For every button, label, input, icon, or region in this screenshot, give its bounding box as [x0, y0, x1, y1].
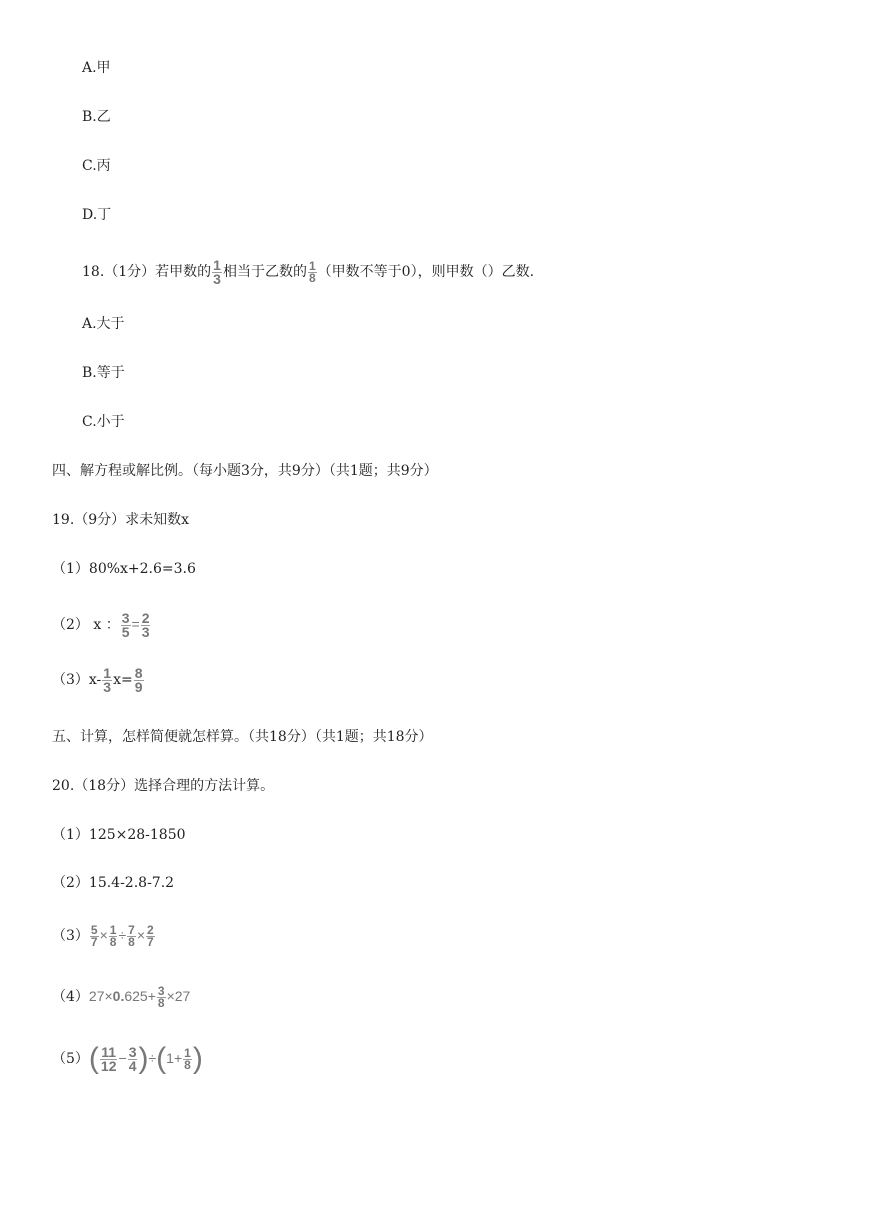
numerator: 2: [141, 609, 150, 626]
option-c: C.丙: [82, 158, 111, 174]
denominator: 7: [90, 934, 98, 949]
right-paren: ): [192, 1042, 203, 1075]
fraction: [134, 664, 144, 695]
multiply-sign: ×: [136, 927, 146, 943]
numerator: 1: [184, 1045, 191, 1060]
multiply-sign: ×: [99, 927, 108, 943]
q20-p4-bold: 0.: [112, 988, 125, 1004]
left-paren: (: [88, 1042, 99, 1075]
denominator: 8: [157, 995, 165, 1010]
q20-part-2: （2）15.4-2.8-7.2: [52, 875, 175, 891]
q18-suffix: （甲数不等于0），则甲数（）乙数.: [317, 264, 535, 280]
fraction: [121, 609, 131, 640]
q18-option-c: C.小于: [82, 414, 125, 430]
q20-p5-label: （5）: [52, 1051, 89, 1067]
one: 1: [166, 1050, 174, 1066]
q19-part-3: [52, 662, 145, 698]
fraction: [308, 258, 317, 285]
fraction: [102, 664, 112, 695]
option-b: B.乙: [82, 109, 111, 125]
section-4-heading: 四、解方程或解比例。（每小题3分，共9分）（共1题；共9分）: [52, 463, 438, 479]
numerator: 3: [121, 609, 130, 626]
option-a: A.甲: [82, 60, 111, 76]
divide-sign: ÷: [148, 1050, 157, 1066]
denominator: 12: [100, 1057, 117, 1074]
denominator: 7: [147, 934, 154, 949]
q20-part-5: [52, 1038, 203, 1079]
numerator: 1: [103, 664, 112, 681]
denominator: 3: [141, 623, 150, 640]
fraction: [146, 922, 155, 949]
fraction: [90, 922, 99, 949]
q19-p2-label: （2） x ：: [52, 617, 120, 633]
equals-sign: =: [131, 616, 140, 632]
q20-p4-tail: ×27: [166, 988, 191, 1004]
q20-p4-label: （4）: [52, 989, 89, 1005]
q19-part-2: [52, 606, 151, 643]
q18-option-b: B.等于: [82, 365, 125, 381]
minus-sign: −: [118, 1050, 127, 1066]
numerator: 3: [157, 983, 165, 998]
left-paren: (: [156, 1042, 167, 1075]
denominator: 3: [213, 270, 221, 287]
q20-p3-label: （3）: [52, 928, 89, 944]
fraction: [183, 1045, 192, 1072]
question-18: [82, 254, 534, 290]
q18-prefix: 18.（1分）若甲数的: [82, 264, 212, 280]
divide-sign: ÷: [118, 927, 127, 943]
denominator: 9: [134, 678, 143, 695]
q18-option-a: A.大于: [82, 316, 125, 332]
fraction: [127, 922, 136, 949]
numerator: 2: [147, 922, 154, 937]
numerator: 11: [101, 1043, 117, 1060]
numerator: 3: [128, 1043, 137, 1060]
denominator: 8: [308, 270, 316, 285]
fraction: [128, 1043, 138, 1074]
q20-part-4: [52, 978, 190, 1015]
q20-p4-post: 625+: [124, 988, 156, 1004]
numerator: 5: [90, 922, 98, 937]
q18-middle: 相当于乙数的: [222, 264, 307, 280]
q20-part-1: （1）125×28-1850: [52, 827, 186, 843]
denominator: 8: [109, 934, 117, 949]
numerator: 7: [128, 922, 135, 937]
denominator: 5: [121, 623, 130, 640]
fraction: [100, 1043, 118, 1074]
plus-sign: +: [173, 1050, 183, 1066]
numerator: 1: [213, 256, 221, 273]
option-d: D.丁: [82, 207, 112, 223]
q19-p3-mid: x=: [113, 672, 133, 688]
fraction: [212, 256, 222, 287]
q20-p4-pre: 27×: [88, 988, 113, 1004]
question-19-title: 19.（9分）求未知数x: [52, 512, 190, 528]
numerator: 1: [308, 258, 316, 273]
right-paren: ): [138, 1042, 149, 1075]
fraction: [109, 922, 118, 949]
fraction: [141, 609, 151, 640]
question-20-title: 20.（18分）选择合理的方法计算。: [52, 778, 275, 794]
denominator: 8: [184, 1057, 191, 1072]
q19-p3-label: （3）x-: [52, 672, 102, 688]
section-5-heading: 五、计算，怎样简便就怎样算。（共18分）（共1题；共18分）: [52, 729, 433, 745]
fraction: [157, 983, 166, 1010]
denominator: 4: [128, 1057, 137, 1074]
q19-part-1: （1）80%x+2.6=3.6: [52, 561, 196, 577]
q20-part-3: [52, 917, 156, 954]
denominator: 8: [128, 934, 135, 949]
numerator: 8: [134, 664, 143, 681]
numerator: 1: [109, 922, 117, 937]
denominator: 3: [103, 678, 112, 695]
